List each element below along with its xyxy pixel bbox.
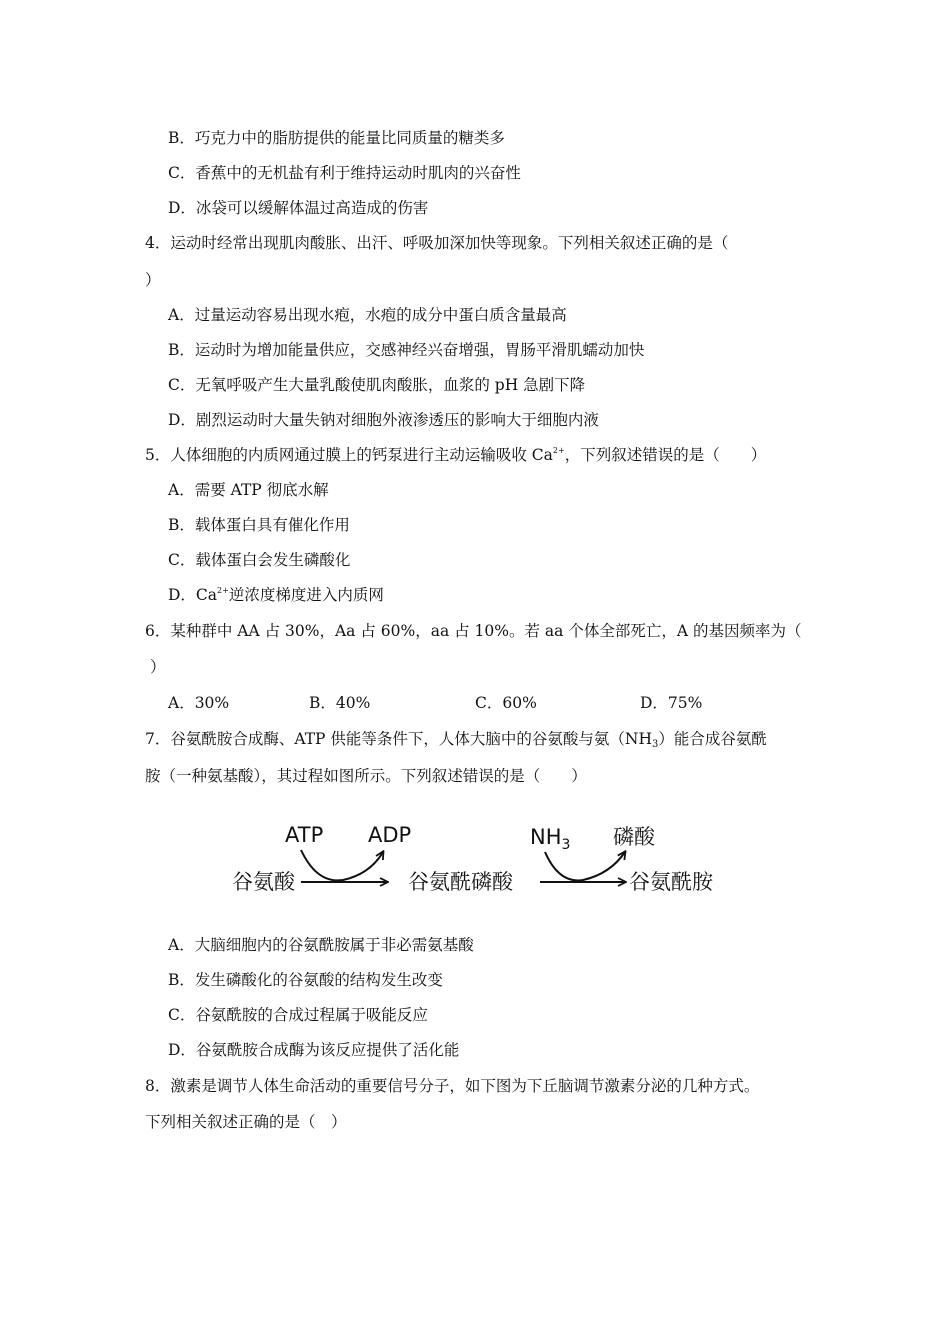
q5-option-d-text-end: 逆浓度梯度进入内质网 xyxy=(228,586,384,604)
intermediate-label: 谷氨酰磷酸 xyxy=(408,870,513,894)
q5-option-d-superscript: 2+ xyxy=(217,586,229,595)
nh3-text: NH xyxy=(530,825,562,849)
q5-stem-superscript: 2+ xyxy=(552,446,565,455)
q4-stem-end: ） xyxy=(145,271,161,289)
q3-option-b: B．巧克力中的脂肪提供的能量比同质量的糖类多 xyxy=(168,129,505,147)
q5-option-a: A．需要 ATP 彻底水解 xyxy=(168,481,329,499)
q6-stem: 6．某种群中 AA 占 30%，Aa 占 60%，aa 占 10%。若 aa 个体全部死亡，A 的基因频率为（ xyxy=(145,622,802,640)
q5-stem xyxy=(145,445,766,465)
q7-stem-line1 xyxy=(145,729,767,749)
q7-stem-text-end: ）能合成谷氨酰 xyxy=(658,730,767,748)
q3-option-c: C．香蕉中的无机盐有利于维持运动时肌肉的兴奋性 xyxy=(168,164,521,182)
q4-option-b: B．运动时为增加能量供应，交感神经兴奋增强，胃肠平滑肌蠕动加快 xyxy=(168,341,645,359)
q6-option-b: B．40% xyxy=(309,694,371,712)
phosphate-label: 磷酸 xyxy=(613,825,655,849)
q5-option-c: C．载体蛋白会发生磷酸化 xyxy=(168,551,351,569)
q8-stem-line1: 8．激素是调节人体生命活动的重要信号分子，如下图为下丘脑调节激素分泌的几种方式。 xyxy=(145,1077,760,1095)
atp-to-adp-curve xyxy=(301,850,383,880)
q7-stem-line2: 胺（一种氨基酸），其过程如图所示。下列叙述错误的是（ ） xyxy=(145,767,587,785)
q4-option-d: D．剧烈运动时大量失钠对细胞外液渗透压的影响大于细胞内液 xyxy=(168,411,599,429)
q7-option-a: A．大脑细胞内的谷氨酰胺属于非必需氨基酸 xyxy=(168,936,474,954)
q5-option-b: B．载体蛋白具有催化作用 xyxy=(168,516,350,534)
nh3-subscript: 3 xyxy=(561,837,571,853)
q6-option-d: D．75% xyxy=(640,694,703,712)
q7-option-b: B．发生磷酸化的谷氨酸的结构发生改变 xyxy=(168,971,443,989)
nh3-to-phosphate-curve xyxy=(545,852,625,880)
q7-stem-text: 7．谷氨酰胺合成酶、ATP 供能等条件下，人体大脑中的谷氨酸与氨（NH xyxy=(145,730,652,748)
q5-option-d xyxy=(168,585,384,605)
glutamate-label: 谷氨酸 xyxy=(232,870,295,894)
q6-stem-end: ） xyxy=(150,658,166,676)
q7-stem-subscript: 3 xyxy=(651,739,659,750)
q6-option-c: C．60% xyxy=(475,694,537,712)
q5-option-d-text: D．Ca xyxy=(168,586,218,604)
q7-option-d: D．谷氨酰胺合成酶为该反应提供了活化能 xyxy=(168,1041,460,1059)
glutamine-label: 谷氨酰胺 xyxy=(629,870,713,894)
q3-option-d: D．冰袋可以缓解体温过高造成的伤害 xyxy=(168,199,429,217)
adp-label: ADP xyxy=(368,823,412,847)
q8-stem-line2: 下列相关叙述正确的是（ ） xyxy=(145,1113,347,1131)
q6-option-a: A．30% xyxy=(168,694,230,712)
reaction-diagram xyxy=(225,812,725,902)
q4-option-c: C．无氧呼吸产生大量乳酸使肌肉酸胀，血浆的 pH 急剧下降 xyxy=(168,376,586,394)
nh3-label xyxy=(530,825,570,853)
q4-option-a: A．过量运动容易出现水疱，水疱的成分中蛋白质含量最高 xyxy=(168,306,567,324)
q5-stem-text: 5．人体细胞的内质网通过膜上的钙泵进行主动运输吸收 Ca xyxy=(145,446,553,464)
atp-label: ATP xyxy=(285,823,324,847)
q5-stem-text-end: ，下列叙述错误的是（ ） xyxy=(564,446,767,464)
q7-option-c: C．谷氨酰胺的合成过程属于吸能反应 xyxy=(168,1006,428,1024)
q4-stem: 4．运动时经常出现肌肉酸胀、出汗、呼吸加深加快等现象。下列相关叙述正确的是（ xyxy=(145,234,729,252)
